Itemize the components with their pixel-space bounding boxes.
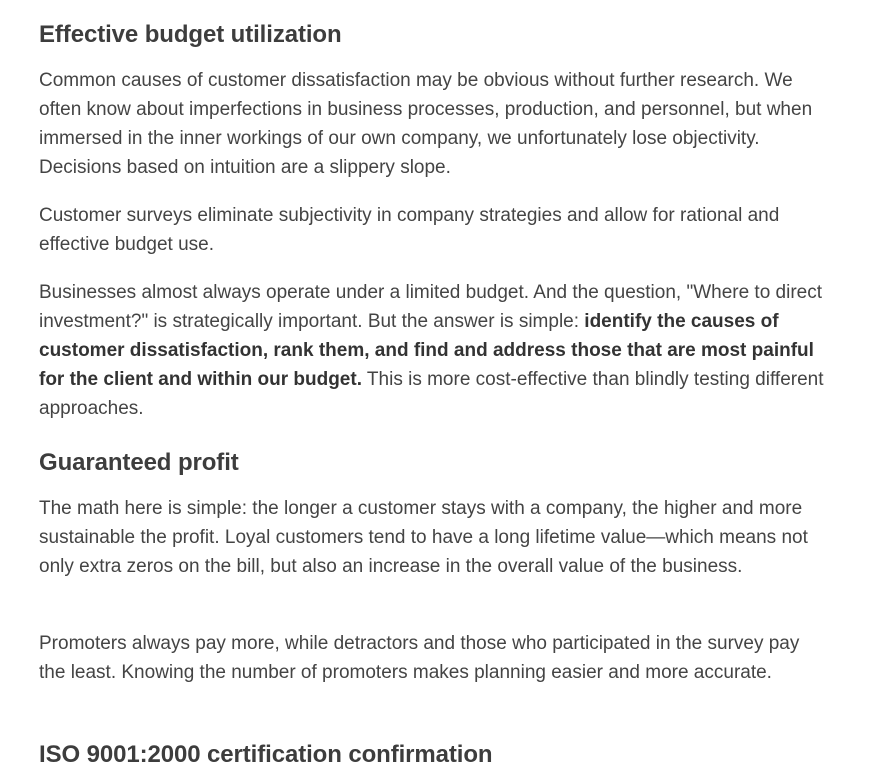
- paragraph-customer-surveys: Customer surveys eliminate subjectivity in company strategies and allow for rational and effective budget use.: [39, 205, 780, 255]
- paragraph-limited-budget-text: Businesses almost always operate under a limited budget. And the question, "Where to direct investment?" is strategically important. But the answer is simple:: [39, 282, 823, 332]
- paragraph-limited-budget-tail: This is more cost-effective than blindly testing different approaches.: [39, 369, 824, 419]
- paragraph-dissatisfaction-causes: Common causes of customer dissatisfaction may be obvious without further research. We often know about imperfections in business processes, production, and personnel, but when immersed in the inner workings of our own company, we unfortunately lose objectivity. Decisions based on intuition are a slippery slope.: [39, 70, 813, 178]
- paragraph-limited-budget-emphasis: identify the causes of customer dissatisfaction, rank them, and find and address those that are most painful for the client and within our budget.: [39, 311, 814, 390]
- paragraph-promoters: Promoters always pay more, while detractors and those who participated in the survey pay the least. Knowing the number of promoters makes planning easier and more accurate.: [39, 633, 800, 683]
- paragraph-loyal-customers: The math here is simple: the longer a customer stays with a company, the higher and more sustainable the profit. Loyal customers tend to have a long lifetime value—which means not only extra zeros on the bill, but also an increase in the overall value of the business.: [39, 498, 808, 577]
- section-heading-profit: Guaranteed profit: [39, 449, 239, 476]
- paragraph-limited-budget: [39, 278, 829, 423]
- section-heading-iso: ISO 9001:2000 certification confirmation: [39, 741, 493, 768]
- section-heading-budget: Effective budget utilization: [39, 21, 342, 48]
